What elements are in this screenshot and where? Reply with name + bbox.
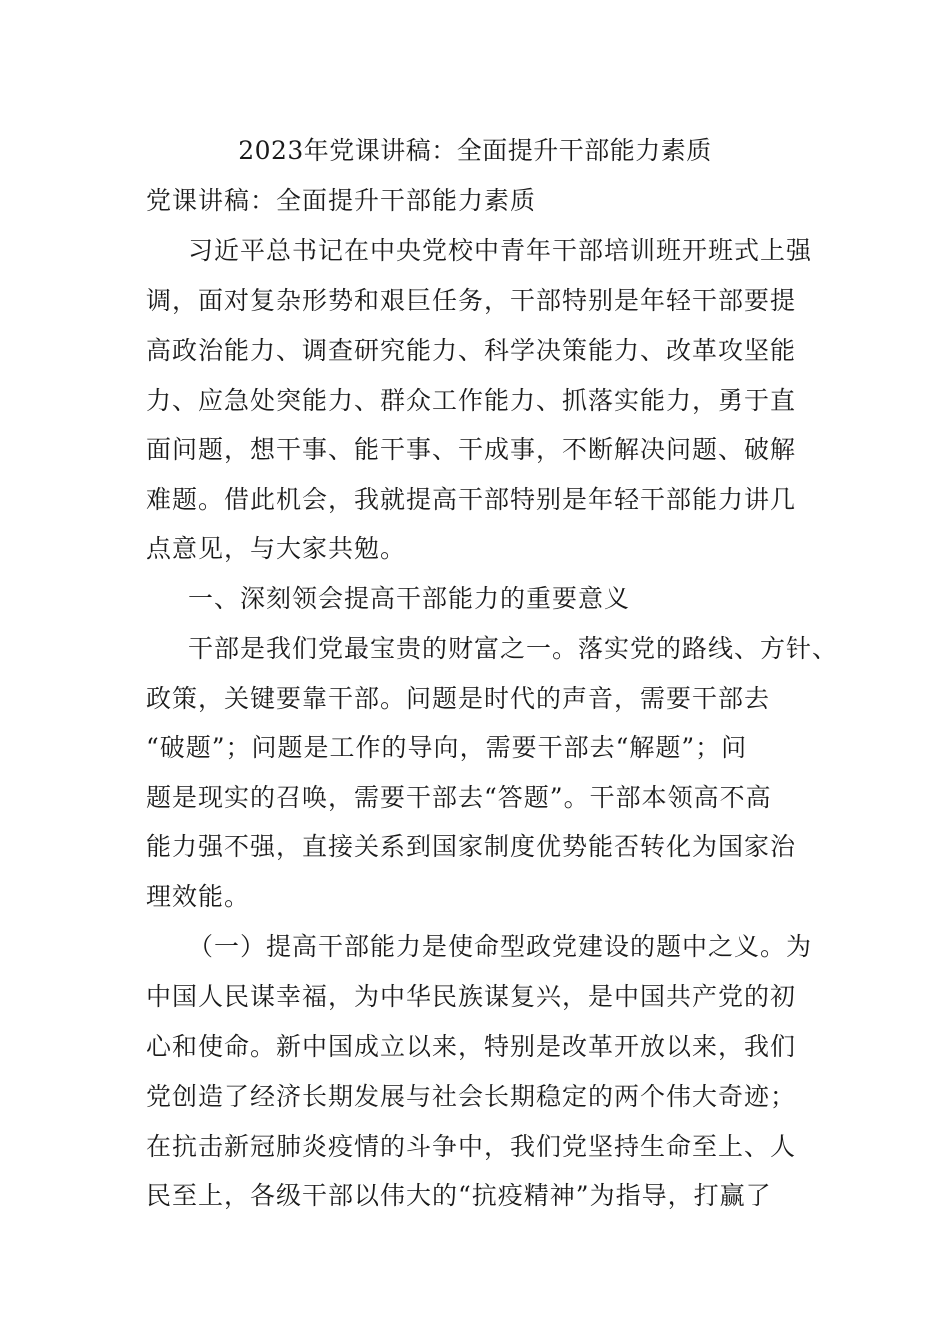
paragraph-line: 干部是我们党最宝贵的财富之一。落实党的路线、方针、: [188, 634, 839, 663]
document-title: 2023年党课讲稿：全面提升干部能力素质: [238, 136, 712, 165]
paragraph-line: （一）提高干部能力是使命型政党建设的题中之义。为: [188, 932, 813, 961]
paragraph-line: 心和使命。新中国成立以来，特别是改革开放以来，我们: [146, 1032, 797, 1061]
paragraph-line: 在抗击新冠肺炎疫情的斗争中，我们党坚持生命至上、人: [146, 1132, 797, 1161]
paragraph-line: 高政治能力、调查研究能力、科学决策能力、改革攻坚能: [146, 336, 797, 365]
section-heading: 一、深刻领会提高干部能力的重要意义: [188, 584, 631, 613]
paragraph-line: 党创造了经济长期发展与社会长期稳定的两个伟大奇迹；: [146, 1082, 797, 1111]
paragraph-line: 面问题，想干事、能干事、干成事，不断解决问题、破解: [146, 435, 797, 464]
paragraph-line: 理效能。: [146, 882, 251, 911]
paragraph-line: 民至上，各级干部以伟大的“抗疫精神”为指导，打赢了: [146, 1181, 772, 1210]
paragraph-line: 能力强不强，直接关系到国家制度优势能否转化为国家治: [146, 832, 797, 861]
paragraph-line: 中国人民谋幸福，为中华民族谋复兴，是中国共产党的初: [146, 982, 797, 1011]
paragraph-line: 难题。借此机会，我就提高干部特别是年轻干部能力讲几: [146, 485, 797, 514]
paragraph-line: 调，面对复杂形势和艰巨任务，干部特别是年轻干部要提: [146, 286, 797, 315]
document-subtitle: 党课讲稿：全面提升干部能力素质: [146, 186, 537, 215]
paragraph-line: 题是现实的召唤，需要干部去“答题”。干部本领高不高: [146, 783, 772, 812]
paragraph-line: 点意见，与大家共勉。: [146, 534, 407, 563]
paragraph-line: 力、应急处突能力、群众工作能力、抓落实能力，勇于直: [146, 386, 797, 415]
paragraph-line: “破题”；问题是工作的导向，需要干部去“解题”；问: [146, 733, 748, 762]
paragraph-line: 政策，关键要靠干部。问题是时代的声音，需要干部去: [146, 684, 771, 713]
paragraph-line: 习近平总书记在中央党校中青年干部培训班开班式上强: [188, 236, 813, 265]
